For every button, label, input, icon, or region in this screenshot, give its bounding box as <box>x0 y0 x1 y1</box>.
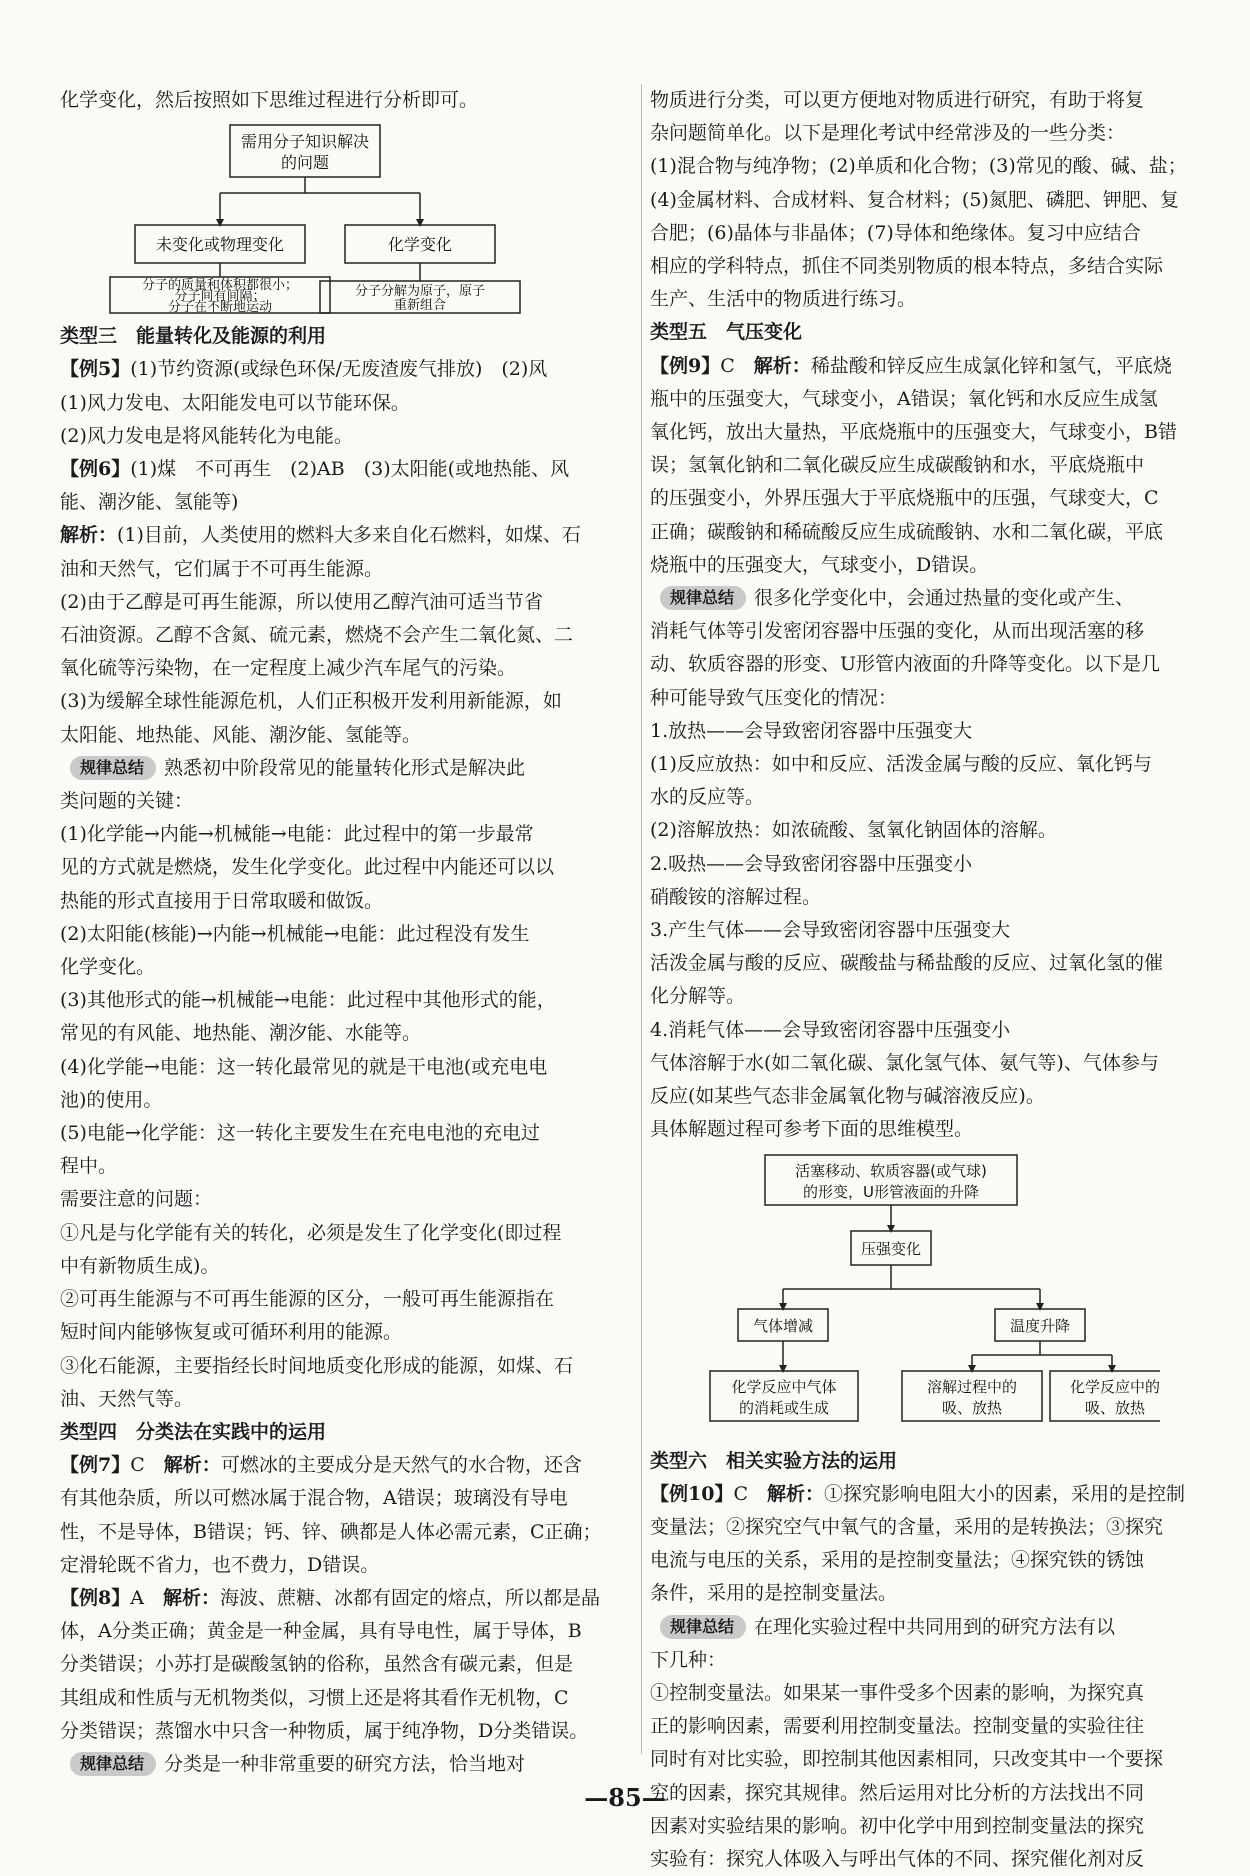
diagram2-leaf1-line2: 的消耗或生成 <box>738 1398 830 1417</box>
rule3-line4: 种可能导致气压变化的情况： <box>650 686 898 709</box>
ex8-label: 【例8】 <box>60 1586 131 1609</box>
diagram2-leaf2-line1: 溶解过程中的 <box>926 1377 1018 1396</box>
ex7-label: 【例7】 <box>60 1454 131 1477</box>
rule3-line2: 消耗气体等引发密闭容器中压强的变化，从而出现活塞的移 <box>650 620 1145 643</box>
rule1-line6: (2)太阳能(核能)→内能→机械能→电能：此过程没有发生 <box>60 922 530 945</box>
rule3-line12: 活泼金属与酸的反应、碳酸盐与稀盐酸的反应、过氧化氢的催 <box>650 952 1164 975</box>
rule1-line16: 中有新物质生成)。 <box>60 1254 220 1277</box>
ex7-line1: 【例7】C 解析：可燃冰的主要成分是天然气的水合物，还含 <box>60 1454 582 1477</box>
diagram1-branch-a: 未变化或物理变化 <box>155 235 285 255</box>
ex9-line1: 【例9】C 解析：稀盐酸和锌反应生成氯化锌和氢气，平底烧 <box>650 354 1172 377</box>
ex6-line6: 石油资源。乙醇不含氮、硫元素，燃烧不会产生二氧化氮、二 <box>60 624 574 647</box>
rule-summary-tag: 规律总结 <box>70 1752 156 1776</box>
molecule-knowledge-diagram <box>90 121 530 316</box>
diagram1-leaf-b-line2: 重新组合 <box>393 298 447 314</box>
diagram1-root-line2: 的问题 <box>280 153 330 173</box>
ex6-jiexi: 解析： <box>60 524 118 547</box>
ex6-line4: 油和天然气，它们属于不可再生能源。 <box>60 557 384 580</box>
type6-heading: 类型六 相关实验方法的运用 <box>650 1449 898 1472</box>
rule3-line1: 规律总结 很多化学变化中，会通过热量的变化或产生、 <box>650 582 1190 615</box>
rule4-line4: 正的影响因素，需要利用控制变量法。控制变量的实验往往 <box>650 1715 1145 1738</box>
ex5-label: 【例5】 <box>60 358 131 381</box>
rule1-line13: 程中。 <box>60 1155 118 1178</box>
right-column <box>650 84 1190 1876</box>
ex9-line7: 烧瓶中的压强变大，气球变小，D错误。 <box>650 553 989 576</box>
rule4-line7: 因素对实验结果的影响。初中化学中用到控制变量法的探究 <box>650 1814 1145 1837</box>
diagram2-leaf3-line2: 吸、放热 <box>1084 1398 1146 1417</box>
ex9-line3: 氧化钙，放出大量热，平底烧瓶中的压强变大，气球变小，B错 <box>650 421 1177 444</box>
diagram2-left: 气体增减 <box>752 1316 814 1335</box>
diagram2-top-line1: 活塞移动、软质容器(或气球) <box>795 1161 987 1180</box>
type3-heading: 类型三 能量转化及能源的利用 <box>60 325 327 348</box>
ex10-answer: C <box>733 1482 748 1505</box>
column-divider <box>641 84 642 1754</box>
ex9-line6: 正确；碳酸钠和稀硫酸反应生成硫酸钠、水和二氧化碳，平底 <box>650 520 1164 543</box>
rule1-line20: 油、天然气等。 <box>60 1387 194 1410</box>
ex10-line1: 【例10】C 解析：①探究影响电阻大小的因素，采用的是控制 <box>650 1482 1186 1505</box>
rule3-line13: 化分解等。 <box>650 985 746 1008</box>
ex9-answer: C <box>720 354 735 377</box>
diagram1-branch-b: 化学变化 <box>387 235 453 255</box>
intro-text: 化学变化，然后按照如下思维过程进行分析即可。 <box>60 89 479 111</box>
ex6-line3: 解析：(1)目前，人类使用的燃料大多来自化石燃料，如煤、石 <box>60 524 581 547</box>
rule1-line19: ③化石能源，主要指经长时间地质变化形成的能源，如煤、石 <box>60 1354 574 1377</box>
diagram1-leaf-a-line2: 分子间有间隔； <box>174 289 266 305</box>
rule2-line5: (4)金属材料、合成材料、复合材料；(5)氮肥、磷肥、钾肥、复 <box>650 188 1179 211</box>
rule3-line6: (1)反应放热：如中和反应、活泼金属与酸的反应、氧化钙与 <box>650 753 1152 776</box>
rule1-line12: (5)电能→化学能：这一转化主要发生在充电电池的充电过 <box>60 1122 540 1145</box>
ex8-line3: 分类错误；小苏打是碳酸氢钠的俗称，虽然含有碳元素，但是 <box>60 1653 574 1676</box>
rule3-line14: 4.消耗气体——会导致密闭容器中压强变小 <box>650 1018 1011 1041</box>
rule1-line15: ①凡是与化学能有关的转化，必须是发生了化学变化(即过程 <box>60 1221 562 1244</box>
page-number: —85— <box>584 1783 666 1812</box>
rule2-line3: 杂问题简单化。以下是理化考试中经常涉及的一些分类： <box>650 122 1126 145</box>
ex10-line2: 变量法；②探究空气中氧气的含量，采用的是转换法；③探究 <box>650 1515 1164 1538</box>
rule-summary-tag: 规律总结 <box>660 586 746 610</box>
pressure-change-diagram <box>690 1151 1160 1441</box>
diagram2-right: 温度升降 <box>1009 1316 1071 1335</box>
diagram2-leaf2-line2: 吸、放热 <box>941 1398 1003 1417</box>
rule4-line1: 规律总结 在理化实验过程中共同用到的研究方法有以 <box>650 1611 1190 1644</box>
rule3-line11: 3.产生气体——会导致密闭容器中压强变大 <box>650 919 1011 942</box>
ex6-line2: 能、潮汐能、氢能等) <box>60 491 239 514</box>
rule1-line5: 热能的形式直接用于日常取暖和做饭。 <box>60 889 384 912</box>
ex10-label: 【例10】 <box>650 1482 734 1505</box>
rule1-line10: (4)化学能→电能：这一转化最常见的就是干电池(或充电电 <box>60 1055 548 1078</box>
ex10-line4: 条件，采用的是控制变量法。 <box>650 1582 898 1605</box>
diagram2-leaf1-line1: 化学反应中气体 <box>731 1377 837 1396</box>
rule1-line14: 需要注意的问题： <box>60 1188 213 1211</box>
ex8-line2: 体，A分类正确；黄金是一种金属，具有导电性，属于导体，B <box>60 1620 582 1643</box>
rule3-line5: 1.放热——会导致密闭容器中压强变大 <box>650 719 973 742</box>
ex7-answer: C <box>130 1454 145 1477</box>
diagram1-leaf-a-line3: 分子在不断地运动 <box>167 300 273 316</box>
ex7-line2: 有其他杂质，所以可燃冰属于混合物，A错误；玻璃没有导电 <box>60 1487 568 1510</box>
rule-summary-tag: 规律总结 <box>660 1615 746 1639</box>
rule4-line2: 下几种： <box>650 1648 727 1671</box>
rule-summary-tag: 规律总结 <box>70 756 156 780</box>
rule2-line6: 合肥；(6)晶体与非晶体；(7)导体和绝缘体。复习中应结合 <box>650 221 1141 244</box>
ex8-line4: 其组成和性质与无机物类似，习惯上还是将其看作无机物，C <box>60 1686 569 1709</box>
ex7-line4: 定滑轮既不省力，也不费力，D错误。 <box>60 1553 380 1576</box>
rule3-line9: 2.吸热——会导致密闭容器中压强变小 <box>650 852 973 875</box>
rule1-line4: 见的方式就是燃烧，发生化学变化。此过程中内能还可以以 <box>60 856 555 879</box>
rule2-line8: 生产、生活中的物质进行练习。 <box>650 288 917 311</box>
rule3-line17: 具体解题过程可参考下面的思维模型。 <box>650 1118 974 1141</box>
rule3-line15: 气体溶解于水(如二氧化碳、氯化氢气体、氨气等)、气体参与 <box>650 1051 1159 1074</box>
rule4-line5: 同时有对比实验，即控制其他因素相同，只改变其中一个要探 <box>650 1748 1164 1771</box>
rule4-line6: 究的因素，探究其规律。然后运用对比分析的方法找出不同 <box>650 1781 1145 1804</box>
ex6-line5: (2)由于乙醇是可再生能源，所以使用乙醇汽油可适当节省 <box>60 590 543 613</box>
ex6-line8: (3)为缓解全球性能源危机，人们正积极开发利用新能源，如 <box>60 690 562 713</box>
ex6-label: 【例6】 <box>60 458 131 481</box>
rule1-line9: 常见的有风能、地热能、潮汐能、水能等。 <box>60 1022 422 1045</box>
ex8-line1: 【例8】A 解析：海波、蔗糖、冰都有固定的熔点，所以都是晶 <box>60 1586 601 1609</box>
rule3-line16: 反应(如某些气态非金属氧化物与碱溶液反应)。 <box>650 1085 1045 1108</box>
rule3-line10: 硝酸铵的溶解过程。 <box>650 885 822 908</box>
ex8-line5: 分类错误；蒸馏水中只含一种物质，属于纯净物，D分类错误。 <box>60 1719 589 1742</box>
rule1-line17: ②可再生能源与不可再生能源的区分，一般可再生能源指在 <box>60 1288 555 1311</box>
diagram1-leaf-a-line1: 分子的质量和体积都很小； <box>141 278 299 294</box>
ex6-line1: 【例6】(1)煤 不可再生 (2)AB (3)太阳能(或地热能、风 <box>60 458 570 481</box>
rule1-line7: 化学变化。 <box>60 956 156 979</box>
ex9-label: 【例9】 <box>650 354 721 377</box>
ex10-line3: 电流与电压的关系，采用的是控制变量法；④探究铁的锈蚀 <box>650 1549 1145 1572</box>
type4-heading: 类型四 分类法在实践中的运用 <box>60 1420 327 1443</box>
rule1-line1: 规律总结 熟悉初中阶段常见的能量转化形式是解决此 <box>60 752 632 785</box>
rule2-line2: 物质进行分类，可以更方便地对物质进行研究，有助于将复 <box>650 89 1145 111</box>
diagram1-root-line1: 需用分子知识解决 <box>240 132 370 152</box>
rule1-line2: 类问题的关键： <box>60 790 194 813</box>
ex9-line5: 的压强变小，外界压强大于平底烧瓶中的压强，气球变大，C <box>650 487 1159 510</box>
rule1-line18: 短时间内能够恢复或可循环利用的能源。 <box>60 1321 403 1344</box>
diagram1-leaf-b-line1: 分子分解为原子，原子 <box>354 284 486 300</box>
rule4-line3: ①控制变量法。如果某一事件受多个因素的影响，为探究真 <box>650 1681 1145 1704</box>
rule3-line7: 水的反应等。 <box>650 786 765 809</box>
rule4-line8: 实验有：探究人体吸入与呼出气体的不同、探究催化剂对反 <box>650 1847 1145 1870</box>
ex9-line2: 瓶中的压强变大，气球变小，A错误；氧化钙和水反应生成氢 <box>650 387 1158 410</box>
diagram2-top-line2: 的形变，U形管液面的升降 <box>803 1182 979 1201</box>
rule1-line3: (1)化学能→内能→机械能→电能：此过程中的第一步最常 <box>60 823 534 846</box>
type5-heading: 类型五 气压变化 <box>650 321 803 344</box>
diagram2-leaf3-line1: 化学反应中的 <box>1069 1377 1160 1396</box>
rule3-line8: (2)溶解放热：如浓硫酸、氢氧化钠固体的溶解。 <box>650 819 1057 842</box>
rule2-line7: 相应的学科特点，抓住不同类别物质的根本特点，多结合实际 <box>650 255 1164 278</box>
rule1-line11: 池)的使用。 <box>60 1088 163 1111</box>
ex8-answer: A <box>130 1586 144 1609</box>
ex5-line2: (1)风力发电、太阳能发电可以节能环保。 <box>60 391 410 414</box>
ex5-line1: 【例5】(1)节约资源(或绿色环保/无废渣废气排放) (2)风 <box>60 358 548 381</box>
left-column <box>60 84 632 1781</box>
rule2-line4: (1)混合物与纯净物；(2)单质和化合物；(3)常见的酸、碱、盐； <box>650 155 1187 178</box>
ex7-line3: 性，不是导体，B错误；钙、锌、碘都是人体必需元素，C正确； <box>60 1520 602 1543</box>
ex9-line4: 误；氢氧化钠和二氧化碳反应生成碳酸钠和水，平底烧瓶中 <box>650 454 1145 477</box>
diagram2-mid: 压强变化 <box>860 1239 922 1258</box>
ex6-line9: 太阳能、地热能、风能、潮汐能、氢能等。 <box>60 723 422 746</box>
rule2-line1: 规律总结 分类是一种非常重要的研究方法，恰当地对 <box>60 1748 632 1781</box>
rule3-line3: 动、软质容器的形变、U形管内液面的升降等变化。以下是几 <box>650 653 1161 676</box>
rule1-line8: (3)其他形式的能→机械能→电能：此过程中其他形式的能， <box>60 989 556 1012</box>
ex6-line7: 氧化硫等污染物，在一定程度上减少汽车尾气的污染。 <box>60 657 517 680</box>
ex5-line3: (2)风力发电是将风能转化为电能。 <box>60 424 353 447</box>
